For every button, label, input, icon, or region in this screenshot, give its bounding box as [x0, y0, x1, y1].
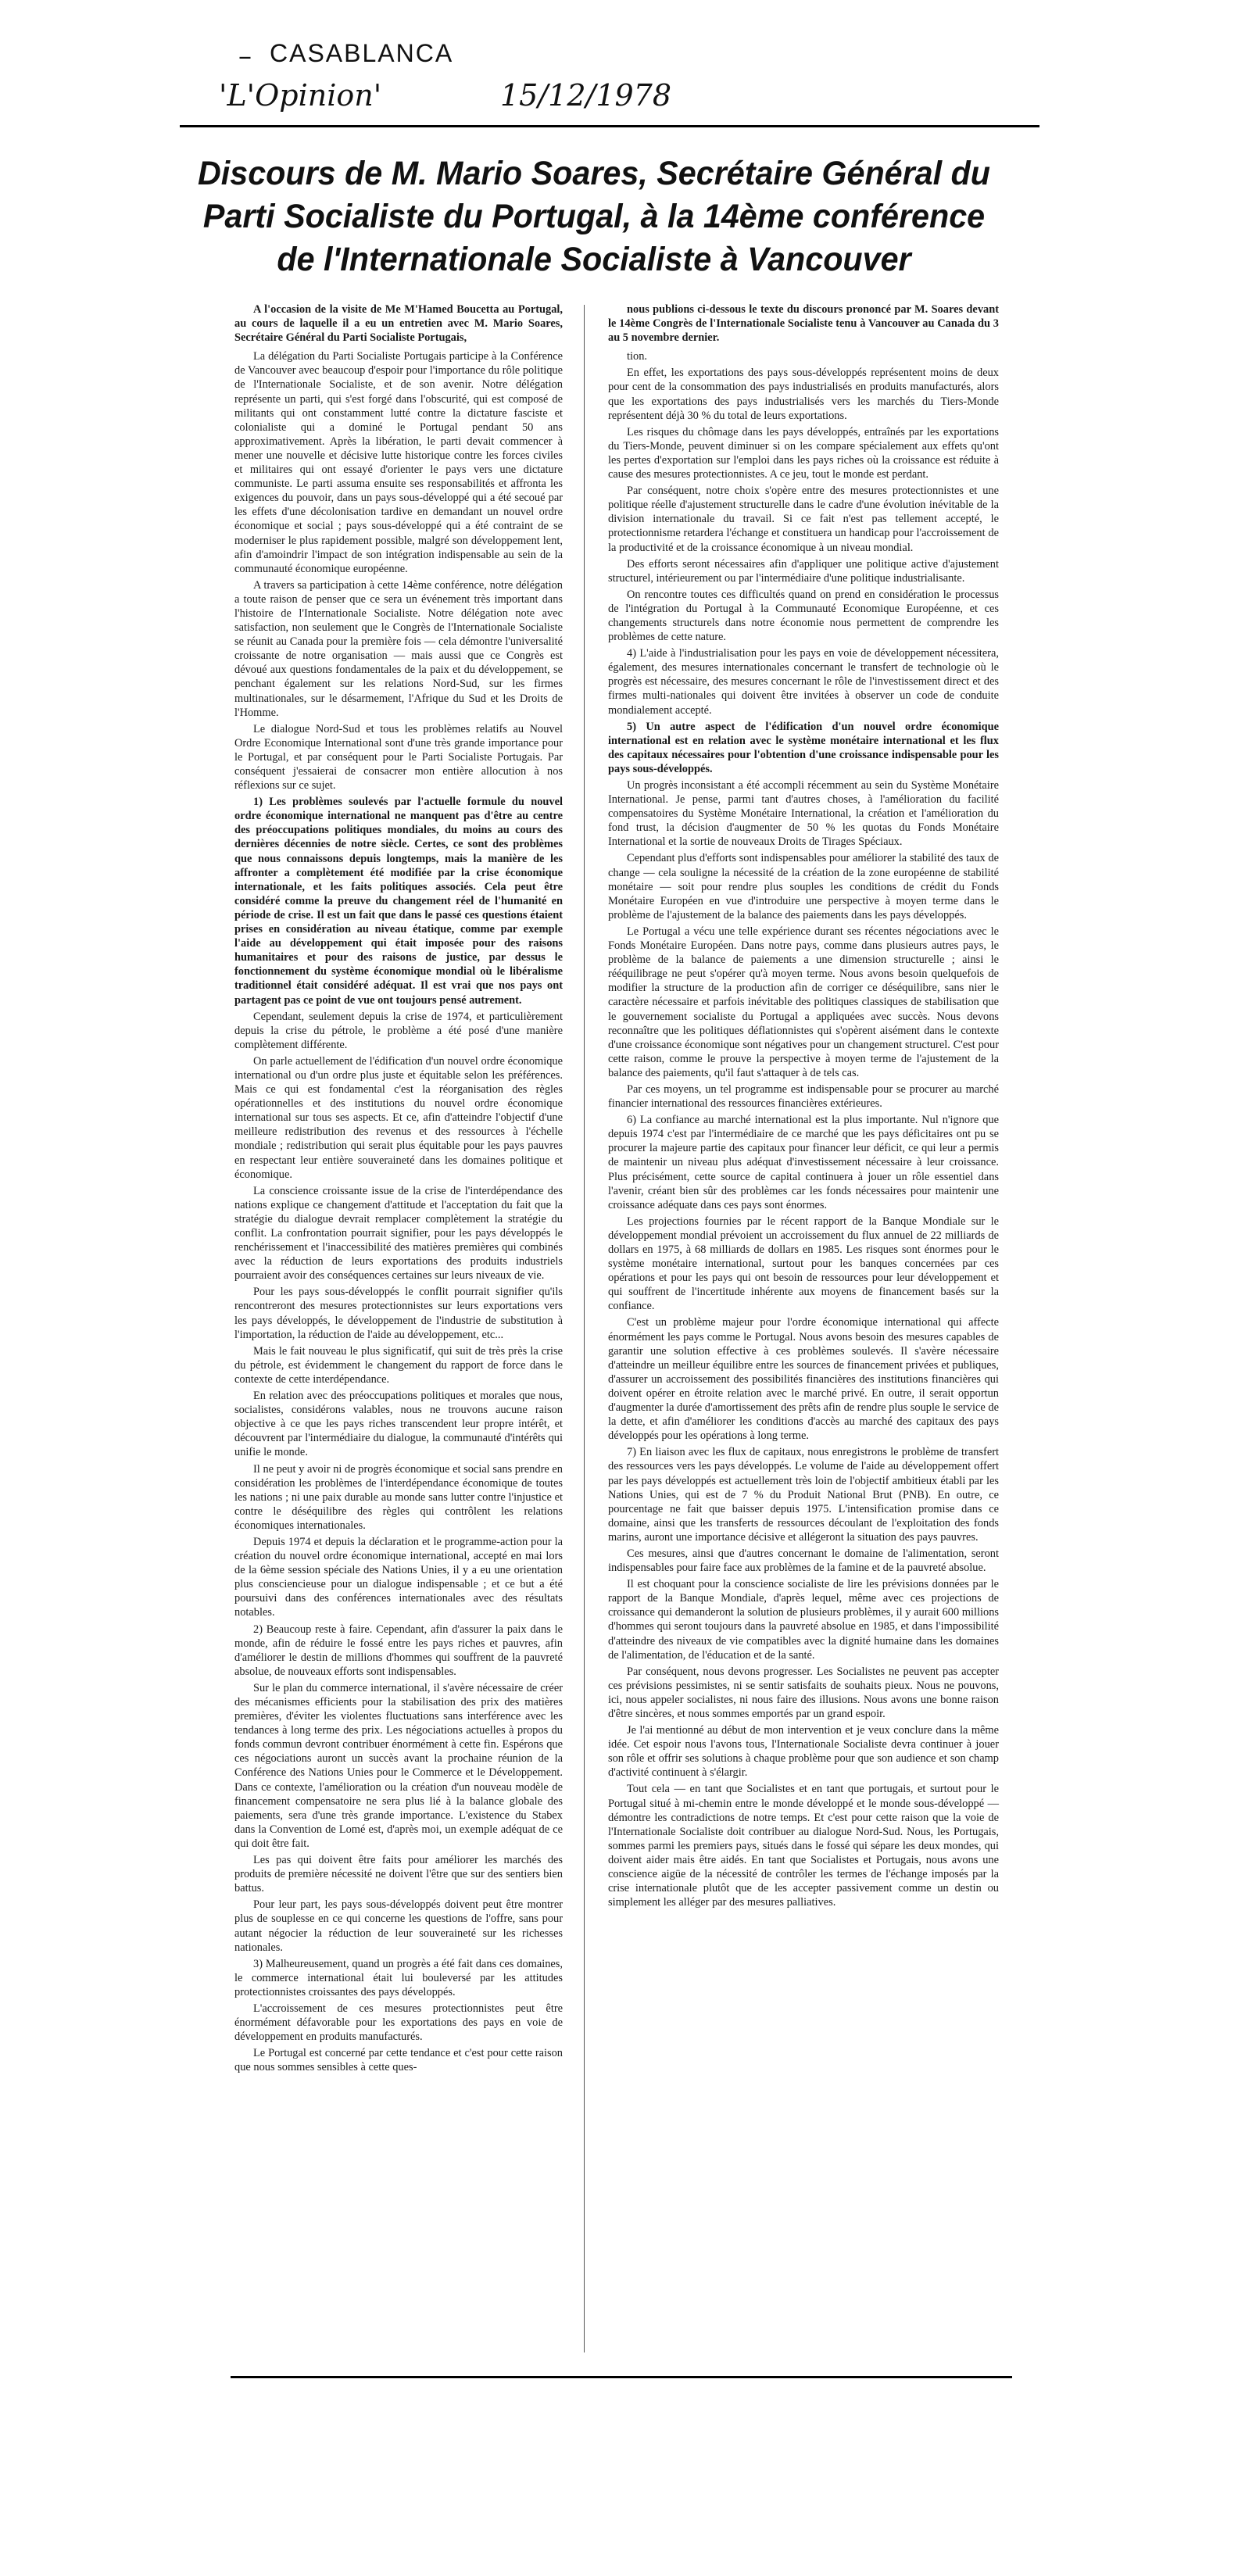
column-right-body	[608, 349, 999, 1909]
article-paragraph: C'est un problème majeur pour l'ordre économique international qui affecte énormément les pays comme le Portugal. Nous avons besoin des mesures capables de garantir une solution effective à ces problèmes soulevés. Il s'avère nécessaire d'atteindre un meilleur équilibre entre les sources de financement privées et publiques, d'assurer un accroissement des possibilités financières des institutions financières qui doivent opérer en étroite relation avec le marché privé. En outre, il serait opportun d'augmenter la durée d'amortissement des prêts afin de rendre plus souple le service de la dette, et afin d'améliorer les conditions d'accès au marché des capitaux des pays développés pour les opérations à long terme.	[608, 1316, 999, 1443]
article-paragraph: Il est choquant pour la conscience socialiste de lire les prévisions données par le rapport de la Banque Mondiale, d'après lequel, même avec ces projections de croissance qui demanderont la solution de plusieurs problèmes, il y aurait 600 millions d'hommes qui seront toujours dans la pauvreté absolue en 1985, et dans l'impossibilité d'atteindre des niveaux de vie compatibles avec la dignité humaine dans les domaines de l'alimentation, de l'éducation et de la santé.	[608, 1578, 999, 1662]
newspaper-date: 15/12/1978	[500, 78, 672, 113]
article-paragraph: Cependant, seulement depuis la crise de 1974, et particulièrement depuis la crise du pétrole, le problème a été posé d'une manière complètement différente.	[234, 1010, 563, 1051]
article-paragraph: Je l'ai mentionné au début de mon intervention et je veux conclure dans la même idée. Cet espoir nous l'avons tous, l'Internationale Socialiste devra continuer à jouer son rôle et offrir ses solutions à chaque problème pour que son audience et son champ d'activité continuent à s'élargir.	[608, 1724, 999, 1780]
article-paragraph: 1) Les problèmes soulevés par l'actuelle formule du nouvel ordre économique international ne manquent pas d'être au centre des préoccupations politiques mondiales, du moins au cours des dernières décennies de notre siècle. Certes, ce sont des problèmes que nous connaissons depuis longtemps, mais la manière de les affronter a complètement été modifiée par la crise économique internationale, et les faits politiques associés. Cela peut être considéré comme la preuve du changement réel de l'humanité en période de crise. Il est un fait que dans le passé ces questions étaient prises en considération au niveau étatique, comme par exemple l'aide au développement qui était imposée pour des raisons humanitaires et pour des raisons de justice, par dessus le fonctionnement du système économique mondial où le libéralisme traditionnel était considéré adéquat. Il est vrai que nos pays ont partagent pas ce point de vue ont toujours pensé autrement.	[234, 796, 563, 1007]
article-column-left	[234, 302, 563, 2077]
article-paragraph: Les projections fournies par le récent rapport de la Banque Mondiale sur le développement mondial prévoient un accroissement du flux annuel de 22 milliards de dollars en 1975, à 68 milliards de dollars en 1985. Les risques sont énormes pour le système monétaire international, surtout pour les banques concernées par ces opérations et pour les pays qui ont besoin de ressources pour leur développement et qui souffrent de l'incertitude inhérente aux moyens de financement basés sur la confiance.	[608, 1215, 999, 1313]
article-paragraph: L'accroissement de ces mesures protectionnistes peut être énormément défavorable pour les exportations des pays en voie de développement en produits manufacturés.	[234, 2002, 563, 2044]
article-paragraph: La conscience croissante issue de la crise de l'interdépendance des nations explique ce changement d'attitude et l'acceptation du fait que la stratégie du dialogue devrait remplacer complètement la stratégie du conflit. La confrontation pourrait signifier, pour les pays développés le renchérissement et l'inaccessibilité des matières premières qui combinés avec la réduction de leurs exportations des produits industriels pourraient avoir des conséquences certaines sur leurs niveaux de vie.	[234, 1184, 563, 1283]
article-paragraph: Sur le plan du commerce international, il s'avère nécessaire de créer des mécanismes efficients pour la stabilisation des prix des matières premières, d'éviter les violentes fluctuations sans interférence avec les tendances à long terme des prix. Les négociations actuelles à propos du fonds commun devront contribuer énormément à cette fin. Espérons que ces négociations auront un succès avant la prochaine réunion de la Conférence des Nations Unies pour le Commerce et le Développement. Dans ce contexte, l'amélioration ou la création d'un nouveau modèle de financement compensatoire ne sera plus lié à la balance globale des paiements, sera d'une très grande importance. L'existence du Stabex dans la Convention de Lomé est, d'après moi, un exemple adéquat de ce qui doit être fait.	[234, 1681, 563, 1850]
article-paragraph: La délégation du Parti Socialiste Portugais participe à la Conférence de Vancouver avec beaucoup d'espoir pour l'importance du rôle politique de l'Internationale Socialiste, et de son avenir. Notre délégation représente un parti, qui s'est forgé dans l'obscurité, qui est composé de militants qui ont constamment lutté contre la dictature fasciste et colonialiste qui a dominé le Portugal pendant 50 ans approximativement. Après la libération, le parti devait commencer à mener une nouvelle et décisive lutte historique contre les forces civiles et militaires qui ont essayé d'orienter le pays vers une dictature communiste. Le parti assuma ensuite ses responsabilités et affronta les exigences du pouvoir, dans un pays sous-développé qui a été secoué par les effets d'une décolonisation tardive en demandant un nouvel ordre économique et social ; pays sous-développé qui a été contraint de se moderniser le plus rapidement possible, malgré son développement lent, afin d'amoindrir l'impact de son intégration indispensable au sein de la communauté économique européenne.	[234, 350, 563, 575]
article-paragraph: 4) L'aide à l'industrialisation pour les pays en voie de développement nécessitera, également, des mesures internationales concernant le transfert de technologie où le progrès est nécessaire, des mesures concernant le rôle de l'investissement direct et des firmes multi-nationales qui doivent être invitées à observer un code de conduite mondialement accepté.	[608, 647, 999, 717]
article-paragraph: Des efforts seront nécessaires afin d'appliquer une politique active d'ajustement structurel, intérieurement ou par l'intermédiaire d'une politique industrialisante.	[608, 557, 999, 585]
article-paragraph: Cependant plus d'efforts sont indispensables pour améliorer la stabilité des taux de change — cela souligne la nécessité de la création de la zone européenne de stabilité monétaire — soit pour rendre plus souples les conditions de crédit du Fonds Monétaire Européen en vue d'introduire une perspective à moyen terme dans le problème de l'ajustement de la balance des paiements dans les pays développés.	[608, 852, 999, 921]
newspaper-name: 'L'Opinion'	[219, 78, 382, 113]
article-paragraph: Tout cela — en tant que Socialistes et en tant que portugais, et surtout pour le Portugal situé à mi-chemin entre le monde développé et le monde sous-développé — démontre les contradictions de notre temps. Et c'est pour cette raison que la voie de l'Internationale Socialiste doit contribuer au dialogue Nord-Sud. Nous, les Portugais, sommes parmi les premiers pays, situés dans le fossé qui sépare les deux mondes, qui doivent aider mais être aidés. En tant que Socialistes et Portugais, nous avons une conscience aigüe de la nécessité de contrôler les termes de l'échange imposés par la crise internationale plutôt que de les accepter passivement comme un destin ou simplement les alléger par des mesures palliatives.	[608, 1783, 999, 1909]
intro-left: A l'occasion de la visite de Me M'Hamed Boucetta au Portugal, au cours de laquelle il a eu un entretien avec M. Mario Soares, Secrétaire Général du Parti Socialiste Portugais,	[234, 303, 563, 345]
top-rule	[180, 125, 1039, 127]
article-paragraph: 3) Malheureusement, quand un progrès a été fait dans ces domaines, le commerce international était lui bouleversé par les attitudes protectionnistes croissantes des pays développés.	[234, 1957, 563, 1998]
article-paragraph: Les risques du chômage dans les pays développés, entraînés par les exportations du Tiers-Monde, peuvent diminuer si on les compare spécialement aux effets qu'ont les pertes d'exportation sur l'emploi dans les pays riches où la croissance est réduite à cause des mesures protectionnistes. A ce jeu, tout le monde est perdant.	[608, 425, 999, 481]
article-paragraph: Le Portugal est concerné par cette tendance et c'est pour cette raison que nous sommes sensibles à cette ques-	[234, 2047, 563, 2074]
article-paragraph: En effet, les exportations des pays sous-développés représentent moins de deux pour cent de la consommation des pays industrialisés en produits manufacturés, alors que les exportations des pays industrialisés vers les marchés du Tiers-Monde représentent déjà 30 % du total de leurs exportations.	[608, 367, 999, 422]
article-paragraph: Par conséquent, notre choix s'opère entre des mesures protectionnistes et une politique réelle d'ajustement structurelle dans le cadre d'une évolution inévitable de la division internationale du travail. Si ce fait n'est pas tellement accepté, le protectionnisme retardera l'échange et constituera un handicap pour l'accroissement de la productivité et de la croissance économique à un niveau mondial.	[608, 485, 999, 554]
article-paragraph: Par ces moyens, un tel programme est indispensable pour se procurer au marché financier international des ressources financières extérieures.	[608, 1082, 999, 1111]
article-paragraph: 6) La confiance au marché international est la plus importante. Nul n'ignore que depuis 1974 c'est par l'intermédiaire de ce marché que les pays déficitaires ont pu se procurer la majeure partie des capitaux pour financer leur déficit, ce qui leur a permis de maintenir un niveau plus adéquat d'investissement nécessaire à leur croissance. Plus précisément, cette source de capital continuera à jouer un rôle essentiel dans l'avenir, créant bien sûr des problèmes car les fonds nécessaires pour maintenir une croissance adéquate dans ces pays sont énormes.	[608, 1114, 999, 1211]
article-paragraph: 7) En liaison avec les flux de capitaux, nous enregistrons le problème de transfert des ressources vers les pays développés. Le volume de l'aide au développement offert par les pays développés est actuellement très loin de l'objectif ambitieux établi par les Nations Unies, qui est de 7 % du Produit National Brut (PNB). En outre, ce pourcentage ne fait que baisser depuis 1975. L'intensification promise dans ce domaine, ainsi que les transferts de ressources découlant de l'exploitation des fonds marins, auront une importance décisive et allégeront la situation des pays pauvres.	[608, 1446, 999, 1544]
article-paragraph: A travers sa participation à cette 14ème conférence, notre délégation a toute raison de penser que ce sera un événement très important dans l'histoire de l'Internationale Socialiste. Notre délégation note avec satisfaction, non seulement que le Congrès de l'Internationale Socialiste se réunit au Canada pour la première fois — cela démontre l'universalité croissante de notre organisation — mais aussi que ce Congrès est dévoué aux questions fondamentales de la paix et du développement, se penchant également sur les relations Nord-Sud, sur les firmes multinationales, sur le désarmement, l'Afrique du Sud et les Droits de l'Homme.	[234, 578, 563, 719]
article-paragraph: Le dialogue Nord-Sud et tous les problèmes relatifs au Nouvel Ordre Economique International sont d'une très grande importance pour le Portugal, et par conséquent pour le Parti Socialiste Portugais. Par conséquent j'essaierai de consacrer mon entière allocution à nos réflexions sur ce sujet.	[234, 722, 563, 792]
article-paragraph: Pour leur part, les pays sous-développés doivent peut être montrer plus de souplesse en ce qui concerne les questions de l'offre, sans pour autant négocier la réduction de leur souveraineté sur les richesses nationales.	[234, 1898, 563, 1954]
article-paragraph: On rencontre toutes ces difficultés quand on prend en considération le processus de l'intégration du Portugal à la Communauté Economique Européenne, et ces changements structurels dans notre économie nous permettent de comprendre les problèmes de cette nature.	[608, 588, 999, 644]
article-paragraph: On parle actuellement de l'édification d'un nouvel ordre économique international ou d'un ordre plus juste et équitable selon les préférences. Mais ce qui est fondamental c'est la réorganisation des règles opérationnelles et des institutions du nouvel ordre économique international sur tous ses aspects. Et ce, afin d'atteindre l'objectif d'une meilleure redistribution des revenus et des ressources à l'échelle mondiale ; redistribution qui serait plus équitable pour les pays pauvres en respectant leur entière souveraineté dans les domaines politique et économique.	[234, 1054, 563, 1181]
header-dash: –	[238, 41, 252, 72]
article-paragraph: 5) Un autre aspect de l'édification d'un nouvel ordre économique international est en relation avec le système monétaire international et les flux des capitaux nécessaires pour l'obtention d'une croissance indispensable pour les pays sous-développés.	[608, 720, 999, 775]
article-paragraph: Mais le fait nouveau le plus significatif, qui suit de très près la crise du pétrole, est évidemment le changement du rapport de force dans le contexte de cette interdépendance.	[234, 1344, 563, 1386]
article-paragraph: Il ne peut y avoir ni de progrès économique et social sans prendre en considération les problèmes de l'interdépendance économique de toutes les nations ; ni une paix durable au monde sans lutter contre l'injustice et contre le déséquilibre des règles qui contrôlent les relations économiques internationales.	[234, 1462, 563, 1532]
article-title: Discours de M. Mario Soares, Secrétaire Général du Parti Socialiste du Portugal, à la 14ème conférence de l'Internationale Socialiste à Vancouver	[197, 155, 991, 278]
article-paragraph: Pour les pays sous-développés le conflit pourrait signifier qu'ils rencontreront des mesures protectionnistes sur leurs exportations vers les pays développés, le développement de l'industrie de substitution à l'importation, la réduction de l'aide au développement, etc...	[234, 1286, 563, 1341]
article-paragraph: Le Portugal a vécu une telle expérience durant ses récentes négociations avec le Fonds Monétaire Européen. Dans notre pays, comme dans plusieurs autres pays, le problème de la balance de paiements a une dimension structurelle ; ainsi le rééquilibrage ne peut s'opérer qu'à moyen terme. Nous avons besoin quelquefois de modifier la structure de la production afin de corriger ce déséquilibre, sans nier le caractère nécessaire et parfois inévitable des politiques classiques de stabilisation que le gouvernement socialiste du Portugal a appliquées avec succès. Nous devons reconnaître que les politiques déflationnistes qui s'opèrent aisément dans le contexte d'une croissance économique sont négatives pour un changement structurel. C'est pour cette raison, comme le prouve la perspective à moyen terme de l'ajustement de la balance des paiements, qu'il faut s'attaquer à de tels cas.	[608, 925, 999, 1079]
article-paragraph: Les pas qui doivent être faits pour améliorer les marchés des produits de première nécessité ne doivent l'être que sur des sentiers bien battus.	[234, 1854, 563, 1895]
article-paragraph: Depuis 1974 et depuis la déclaration et le programme-action pour la création du nouvel ordre économique international, accepté en mai lors de la 6ème session spéciale des Nations Unies, il y a eu une orientation plus consciencieuse pour un dialogue indispensable ; et ce but a été poursuivi dans des conférences internationales avec des résultats notables.	[234, 1535, 563, 1619]
article-column-right	[608, 302, 999, 1912]
column-divider	[584, 305, 585, 2352]
article-paragraph: Par conséquent, nous devons progresser. Les Socialistes ne peuvent pas accepter ces prévisions pessimistes, ni se sentir satisfaits de souhaits pieux. Nous ne pouvons, ici, nous appeler socialistes, ni nous faire des illusions. Nous avons une bonne raison d'être sincères, et nous sommes emportés par un grand espoir.	[608, 1665, 999, 1720]
intro-right: nous publions ci-dessous le texte du discours prononcé par M. Soares devant le 14ème Congrès de l'Internationale Socialiste tenu à Vancouver au Canada du 3 au 5 novembre dernier.	[608, 303, 999, 345]
bottom-rule	[231, 2376, 1012, 2378]
article-paragraph: tion.	[627, 350, 647, 363]
column-left-body	[234, 349, 563, 2074]
newspaper-source: CASABLANCA	[270, 39, 454, 67]
article-paragraph: Ces mesures, ainsi que d'autres concernant le domaine de l'alimentation, seront indispensables pour faire face aux problèmes de la famine et de la pauvreté absolue.	[608, 1547, 999, 1575]
article-paragraph: Un progrès inconsistant a été accompli récemment au sein du Système Monétaire International. Je pense, parmi tant d'autres choses, à l'amélioration du facilité compensatoires du Système Monétaire International, la création et l'amélioration du fond trust, la décision d'augmenter de 50 % les quotas du Fonds Monétaire International et la sortie de nouveaux Droits de Tirages Spéciaux.	[608, 779, 999, 849]
article-paragraph: En relation avec des préoccupations politiques et morales que nous, socialistes, considérons valables, nous ne trouvons aucune raison objective à ce que les pays riches transcendent leur propre intérêt, et découvrent par l'intermédiaire du dialogue, la communauté d'intérêts qui unifie le monde.	[234, 1390, 563, 1459]
article-paragraph: 2) Beaucoup reste à faire. Cependant, afin d'assurer la paix dans le monde, afin de réduire le fossé entre les pays riches et pauvres, afin d'améliorer le destin de millions d'hommes qui souffrent de la pauvreté absolue, de nouveaux efforts sont indispensables.	[234, 1623, 563, 1678]
